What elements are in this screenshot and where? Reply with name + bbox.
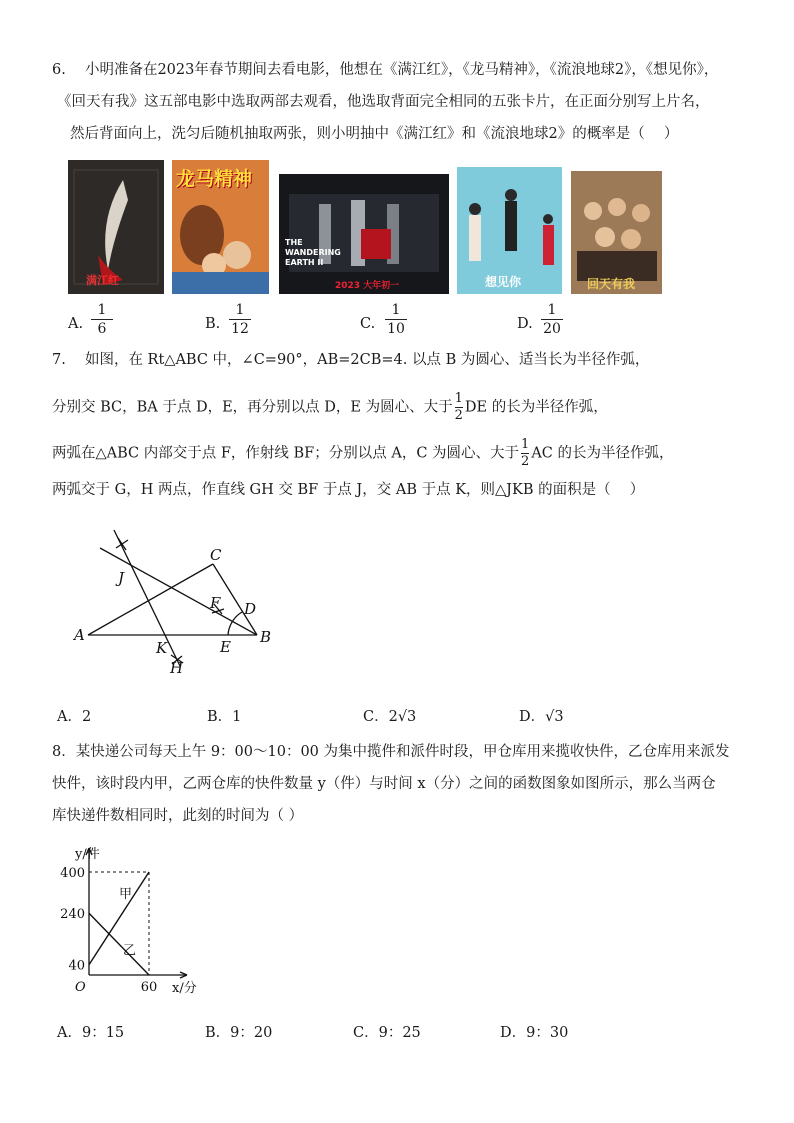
q6-option-b-fraction: 1 12 [227, 302, 253, 337]
q6-option-b-label: B. [205, 316, 221, 332]
q8-function-chart [55, 840, 215, 1000]
q6-text-line2: 《回天有我》这五部电影中选取两部去观看，他选取背面完全相同的五张卡片，在正面分别写上片名， [57, 94, 710, 110]
label-e: E [220, 638, 231, 656]
poster-wandering-earth-sub: 2023 大年初一 [335, 281, 400, 291]
q8-option-b[interactable]: B．9：20 [205, 1025, 273, 1041]
poster-longma [172, 160, 269, 294]
y-tick-label-40: 40 [68, 958, 85, 974]
label-c: C [210, 546, 222, 564]
label-d: D [244, 600, 257, 618]
label-b: B [260, 628, 272, 646]
x-axis-label: x/分 [172, 981, 197, 996]
poster-longma-title: 龙马精神 [176, 168, 253, 190]
poster-huitianyouwo [571, 171, 662, 294]
q8-text-line3: 库快递件数相同时，此刻的时间为（ ） [52, 808, 304, 824]
q7-option-a[interactable]: A．2 [57, 709, 92, 725]
series-line-yi [89, 913, 149, 975]
poster-manjianghong [68, 160, 164, 294]
poster-wandering-earth-art [279, 174, 449, 294]
label-k: K [156, 639, 168, 657]
q7-text-line3: 两弧在△ABC 内部交于点 F，作射线 BF；分别以点 A，C 为圆心、大于 $\frac{1}{2}$ AC 的长为半径作弧， [52, 437, 674, 469]
q7-option-d[interactable]: D．√3 [519, 709, 564, 725]
q7-geometry-figure [60, 520, 290, 685]
q7-text-line2: 分别交 BC，BA 于点 D，E，再分别以点 D，E 为圆心、大于 $\frac{1}{2}$ DE 的长为半径作弧， [52, 391, 608, 423]
series-label-jia: 甲 [119, 886, 133, 902]
q6-option-c-label: C. [360, 316, 376, 332]
y-tick-label-400: 400 [60, 866, 85, 881]
q6-text-line3: 然后背面向上，洗匀后随机抽取两张，则小明抽中《满江红》和《流浪地球2》的概率是（ ） [70, 126, 679, 142]
label-f: F [210, 594, 221, 612]
y-axis-label: y/件 [75, 847, 100, 862]
poster-xiangjianni [457, 167, 562, 294]
q6-option-c-fraction: 1 10 [383, 302, 409, 337]
q6-option-d-label: D. [517, 316, 533, 332]
origin-label: O [75, 980, 86, 995]
q8-text-line1: 8．某快递公司每天上午 9：00～10：00 为集中揽件和派件时段，甲仓库用来揽收快件，乙仓库用来派发 [52, 744, 730, 760]
line-gh [114, 530, 180, 666]
q6-option-a-label: A. [68, 316, 84, 332]
q8-option-c[interactable]: C．9：25 [353, 1025, 421, 1041]
q6-text-line1: 6. 小明准备在2023年春节期间去看电影，他想在《满江红》，《龙马精神》，《流浪地球2》，《想见你》， [52, 62, 719, 78]
q8-text-line2: 快件，该时段内甲，乙两仓库的快件数量 y（件）与时间 x（分）之间的函数图象如图所示，那么当两仓 [52, 776, 716, 792]
poster-huitianyouwo-title: 回天有我 [587, 277, 636, 291]
q8-option-a[interactable]: A．9：15 [57, 1025, 125, 1041]
q6-option-d-fraction: 1 20 [539, 302, 565, 337]
q7-option-b[interactable]: B．1 [207, 709, 242, 725]
arc-mark-g [116, 538, 128, 550]
poster-manjianghong-title: 满江红 [86, 274, 119, 287]
x-tick-label-60: 60 [140, 980, 158, 995]
poster-wandering-earth-title: THE WANDERING EARTH II [285, 238, 341, 267]
label-a: A [74, 626, 85, 644]
q7-option-c[interactable]: C．2√3 [363, 709, 417, 725]
q7-half-fraction-2: $\frac{1}{2}$ [521, 437, 530, 469]
poster-xiangjianni-title: 想见你 [485, 275, 522, 289]
q6-option-a-fraction: 1 6 [89, 302, 115, 337]
q7-text-line1: 7. 如图，在 Rt△ABC 中，∠C=90°，AB=2CB=4. 以点 B 为圆心、适当长为半径作弧， [52, 352, 650, 368]
ray-bf [100, 548, 257, 635]
label-j: J [118, 569, 125, 587]
label-h: H [170, 659, 184, 677]
poster-wandering-earth [279, 174, 449, 294]
q8-option-d[interactable]: D．9：30 [500, 1025, 569, 1041]
y-tick-label-240: 240 [60, 907, 85, 923]
q7-text-line4: 两弧交于 G，H 两点，作直线 GH 交 BF 于点 J，交 AB 于点 K，则△JKB 的面积是（ ） [52, 482, 645, 498]
series-label-yi: 乙 [123, 943, 137, 959]
q7-half-fraction-1: $\frac{1}{2}$ [454, 391, 463, 423]
